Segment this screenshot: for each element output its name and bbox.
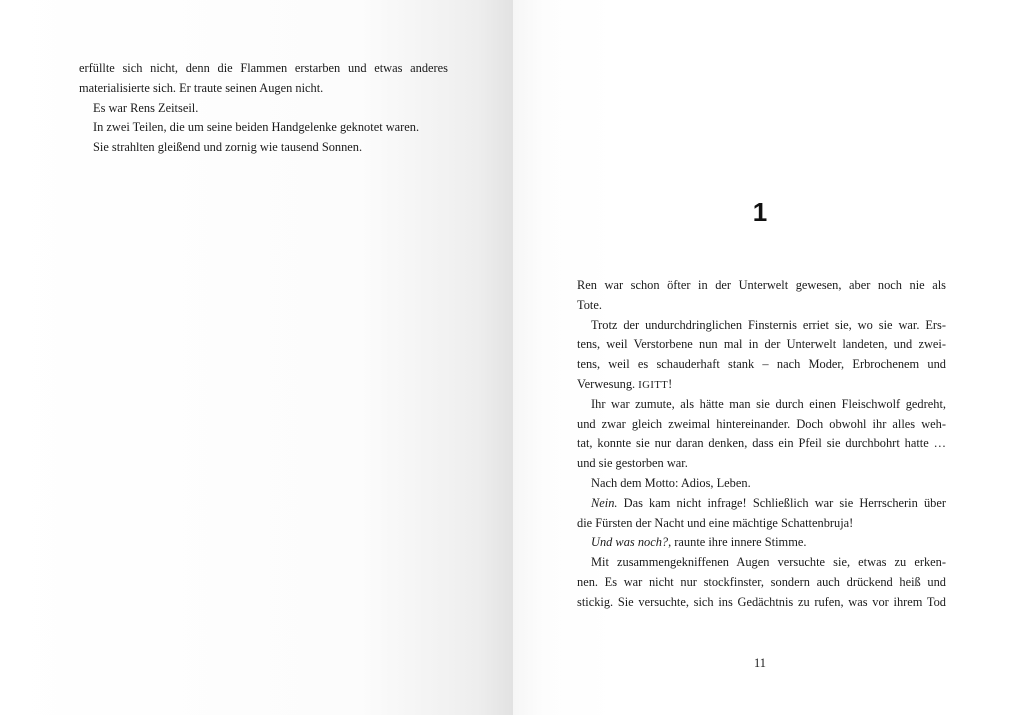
text-fragment: Verwesung.	[577, 376, 639, 391]
chapter-number: 1	[752, 197, 768, 227]
text-line: Trotz der undurchdringlichen Finsternis erriet sie, wo sie war. Ers-	[591, 317, 946, 332]
text-line	[577, 494, 946, 514]
left-page-text	[79, 59, 448, 158]
text-fragment: , raunte ihre innere Stimme.	[668, 535, 807, 550]
text-line: tens, weil Verstorbene nun mal in der Unterwelt landeten, und zwei-	[577, 337, 946, 352]
page-number: 11	[754, 656, 766, 670]
text-line	[577, 533, 946, 553]
text-fragment: !	[668, 376, 673, 391]
text-line: materialisierte sich. Er traute seinen Augen nicht.	[79, 80, 324, 95]
text-line: Nach dem Motto: Adios, Leben.	[591, 475, 751, 490]
text-fragment: Das kam nicht infrage! Schließlich war sie Herrscherin über	[617, 495, 946, 510]
text-line: Mit zusammengekniffenen Augen versuchte sie, etwas zu erken-	[591, 555, 946, 570]
text-line	[577, 375, 946, 395]
text-line: die Fürsten der Nacht und eine mächtige Schattenbruja!	[577, 515, 854, 530]
text-line: Ihr war zumute, als hätte man sie durch einen Fleischwolf gedreht,	[591, 396, 946, 411]
text-line: Tote.	[577, 297, 602, 312]
right-page-text	[577, 276, 946, 613]
small-caps-word: IGITT	[638, 379, 669, 391]
text-line: tens, weil es schauderhaft stank – nach Moder, Erbrochenem und	[577, 357, 946, 372]
text-line: erfüllte sich nicht, denn die Flammen erstarben und etwas anderes	[79, 61, 448, 75]
text-line: Es war Rens Zeitseil.	[93, 100, 199, 115]
text-line: Ren war schon öfter in der Unterwelt gewesen, aber noch nie als	[577, 278, 946, 292]
text-line: nen. Es war nicht nur stockfinster, sondern auch drückend heiß und	[577, 574, 946, 589]
italic-word: Nein.	[591, 495, 618, 510]
text-line: und zwar gleich zweimal hintereinander. Doch obwohl ihr alles weh-	[577, 416, 946, 431]
text-line: stickig. Sie versuchte, sich ins Gedächtnis zu rufen, was vor ihrem Tod	[577, 594, 946, 609]
text-line: tat, konnte sie nur daran denken, dass ein Pfeil sie durchbohrt hatte …	[577, 436, 946, 451]
text-line: und sie gestorben war.	[577, 456, 688, 471]
italic-phrase: Und was noch?	[591, 535, 669, 550]
text-line: Sie strahlten gleißend und zornig wie tausend Sonnen.	[93, 140, 363, 155]
text-line: In zwei Teilen, die um seine beiden Handgelenke geknotet waren.	[93, 120, 420, 135]
